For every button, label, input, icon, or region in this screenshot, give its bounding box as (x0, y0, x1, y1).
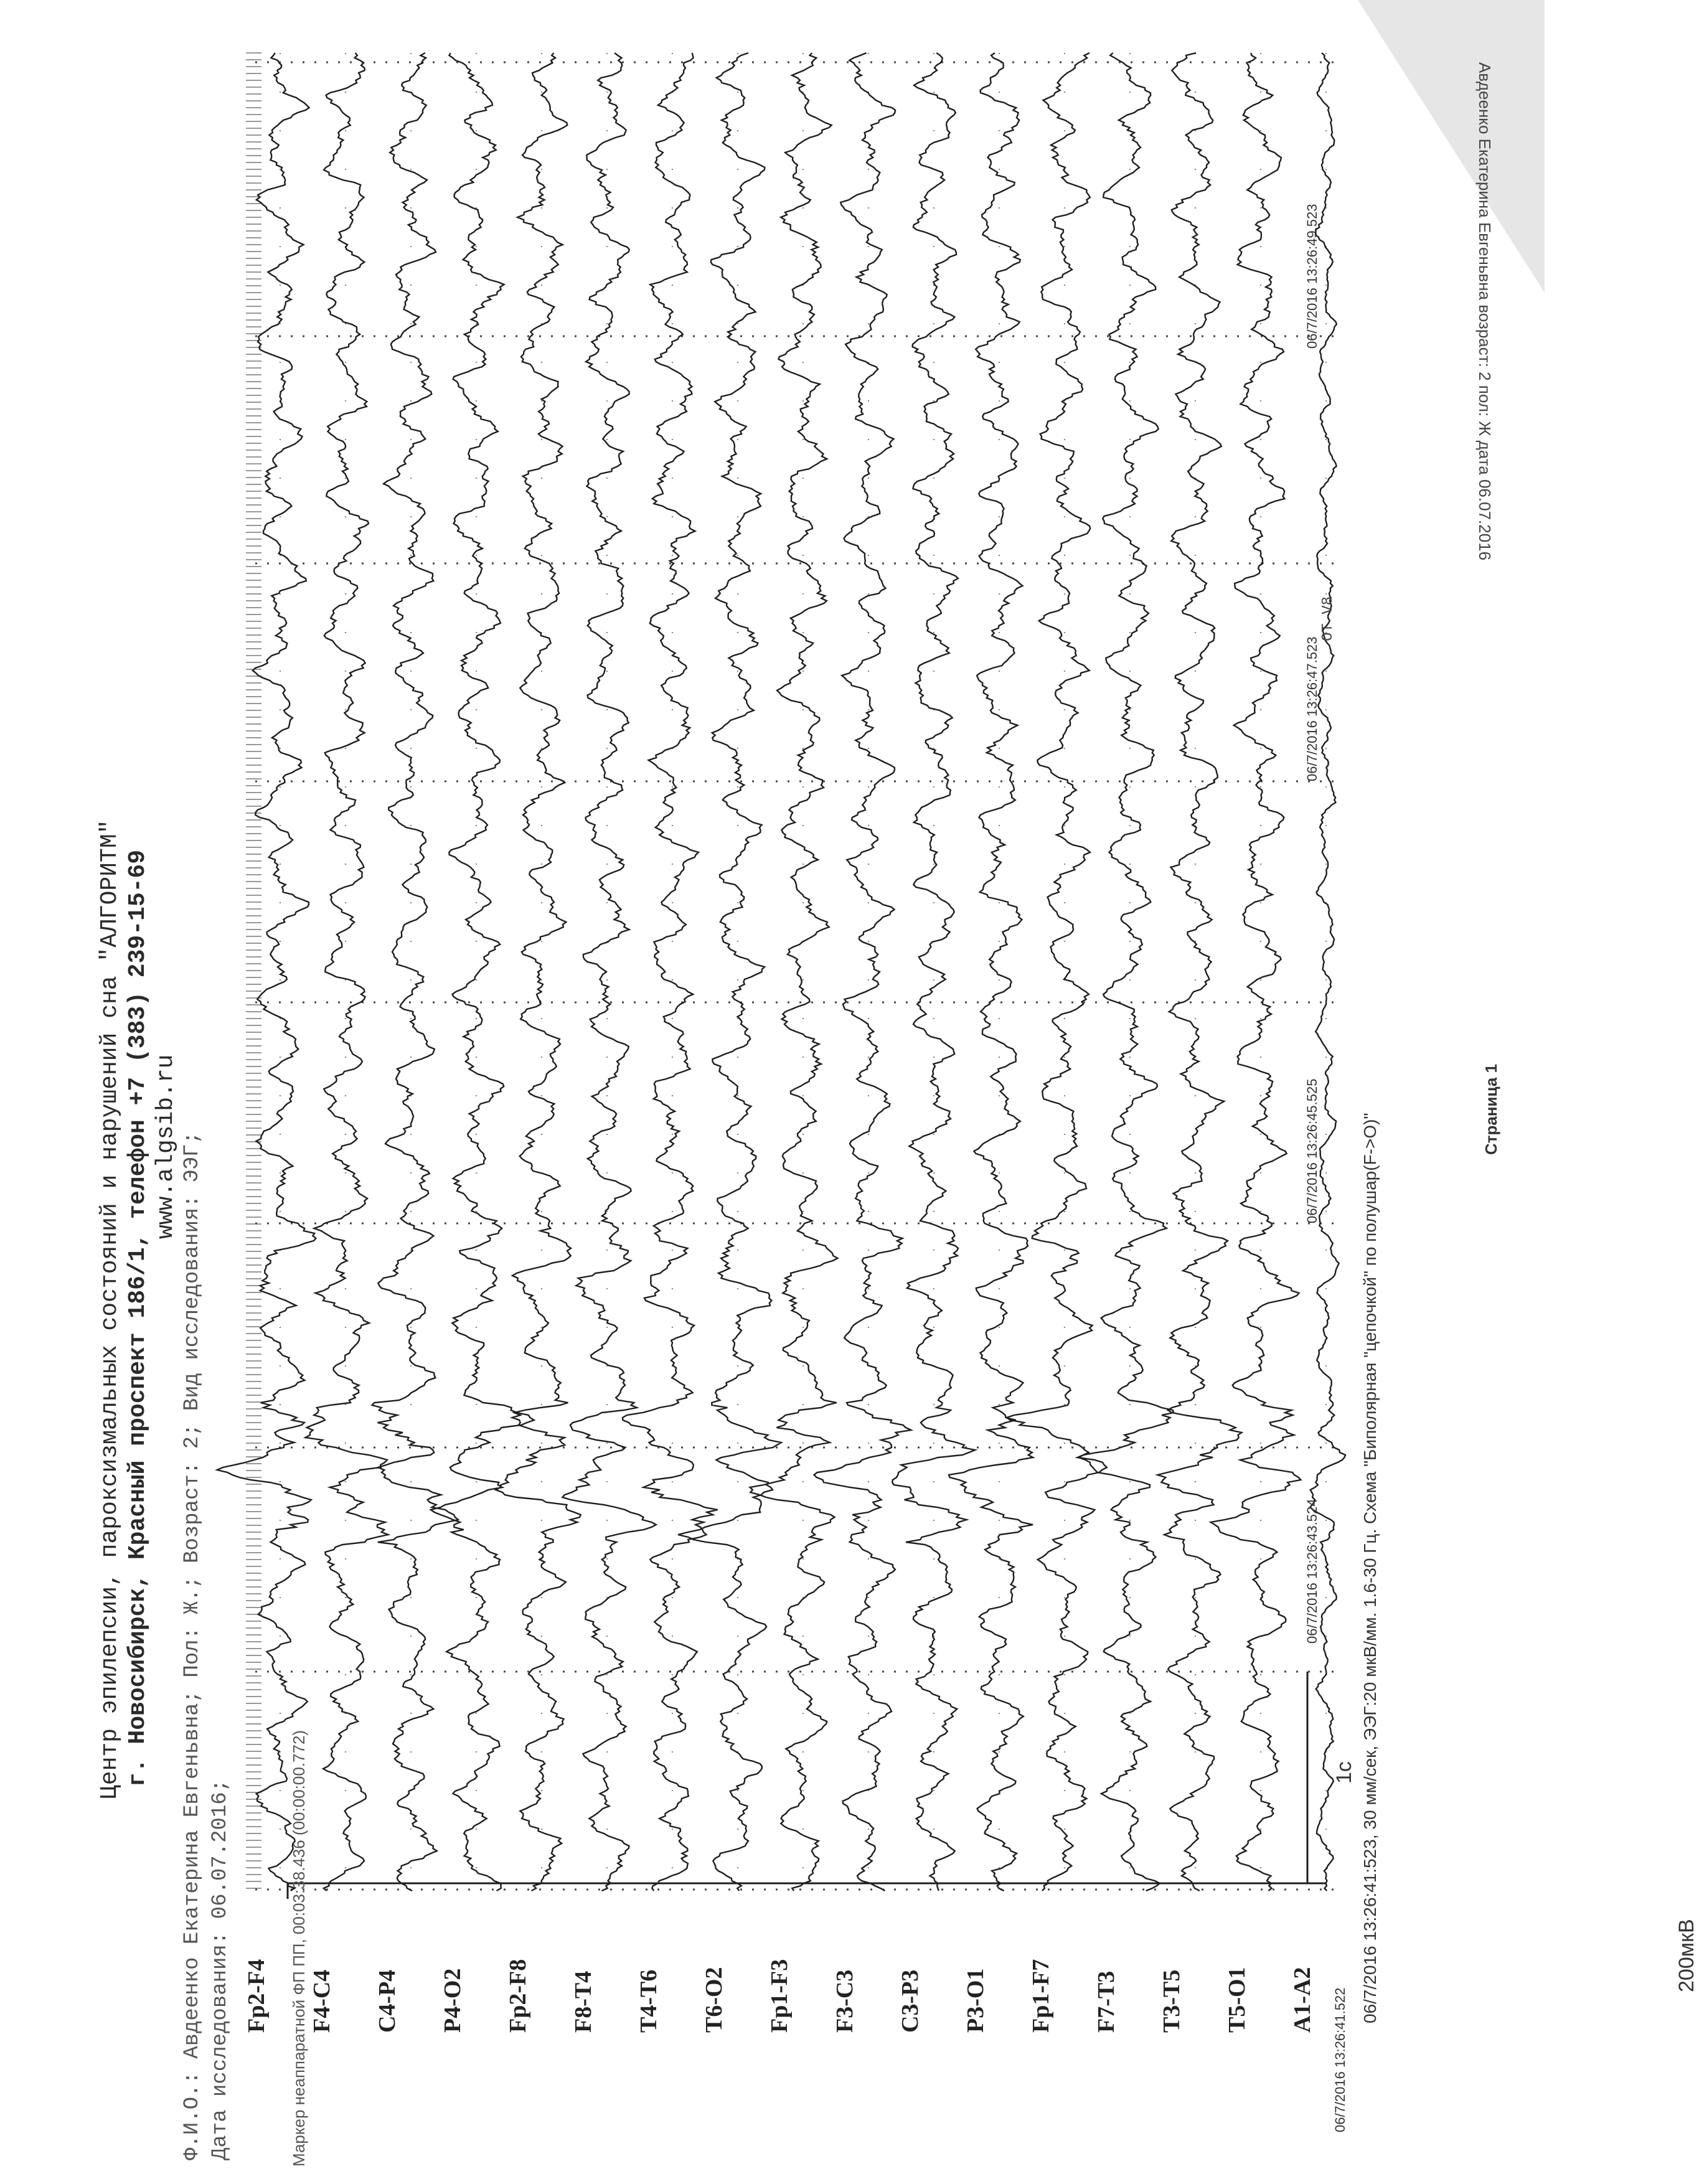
timestamp-label: 06/7/2016 13:26:43.524 (1304, 1499, 1320, 1644)
eeg-trace (892, 53, 975, 1891)
channel-label: F4-C4 (309, 1969, 335, 2033)
channel-label: Fp2-F8 (505, 1959, 531, 2033)
recording-parameters: 06/7/2016 13:26:41:523, 30 мм/сек, ЭЭГ:20 мкВ/мм. 1.6-30 Гц. Схема "Биполярная "цепочкой" по полушар(F->O)" (1360, 1113, 1380, 2023)
header-website: www.algsib.ru (153, 1054, 179, 1239)
trace-patient-label: Авдеенко Екатерина Евгеньвна возраст: 2 пол: Ж дата 06.07.2016 (1475, 62, 1494, 561)
eeg-trace (562, 53, 656, 1891)
eeg-trace (372, 53, 458, 1891)
eeg-trace (1211, 53, 1301, 1891)
channel-label: T5-O1 (1224, 1967, 1250, 2033)
header-address: г. Новосибирск, Красный проспект 186/1, телефон +7 (383) 239-15-69 (125, 849, 151, 1787)
ot-label: ОТ V8 (1320, 596, 1337, 641)
channel-label: Fp1-F7 (1028, 1959, 1054, 2033)
eeg-trace (496, 53, 581, 1891)
timestamp-label: 06/7/2016 13:26:45.525 (1304, 1078, 1320, 1223)
eeg-trace (814, 53, 911, 1891)
timestamp-label: 06/7/2016 13:26:47.523 (1304, 636, 1320, 781)
eeg-trace (750, 53, 838, 1891)
channel-label: T4-T6 (636, 1969, 662, 2033)
scale-bar (288, 1883, 1326, 1899)
channel-label: A1-A2 (1289, 1967, 1315, 2033)
eeg-trace (949, 53, 1033, 1891)
amplitude-scale-label: 200мкВ (1675, 1919, 1698, 1992)
eeg-trace (1079, 53, 1174, 1891)
channel-label: T6-O2 (701, 1967, 727, 2033)
channel-label: T3-T5 (1159, 1969, 1185, 2033)
marker-label: Маркер неаппаратной ФП ПП, 00:03:38.436 (00:00:00.772) (289, 1730, 308, 2167)
channel-label: P4-O2 (440, 1968, 466, 2033)
patient-info: Ф.И.О.: Авдеенко Екатерина Евгеньвна; Пол: Ж.; Возраст: 2; Вид исследования: ЭЭГ; (181, 1131, 204, 2160)
channel-label: C3-P3 (897, 1969, 923, 2033)
study-date: Дата исследования: 06.07.2016; (209, 1779, 232, 2160)
eeg-trace (623, 53, 718, 1891)
page-number: Страница 1 (1482, 1064, 1500, 1155)
channel-label: C4-P4 (374, 1969, 400, 2033)
channel-label: F8-T4 (570, 1970, 596, 2033)
eeg-trace (431, 53, 534, 1891)
header-clinic-name: Центр эпилепсии, пароксизмальных состояний и нарушений сна "АЛГОРИТМ" (96, 819, 123, 1799)
eeg-trace (1157, 53, 1241, 1891)
eeg-trace (217, 53, 316, 1891)
channel-label: P3-O1 (962, 1968, 989, 2033)
timestamp-label: 06/7/2016 13:26:41.522 (1332, 1987, 1348, 2132)
channel-label: F7-T3 (1093, 1970, 1119, 2033)
time-scale-label: 1с (1332, 1761, 1356, 1784)
channel-label: F3-C3 (832, 1969, 858, 2033)
timestamp-label: 06/7/2016 13:26:49.523 (1304, 204, 1320, 349)
eeg-trace (306, 53, 388, 1891)
channel-label: Fp1-F3 (766, 1959, 793, 2033)
channel-label: Fp2-F4 (243, 1959, 270, 2033)
eeg-trace (1007, 53, 1107, 1891)
eeg-trace (678, 53, 781, 1891)
